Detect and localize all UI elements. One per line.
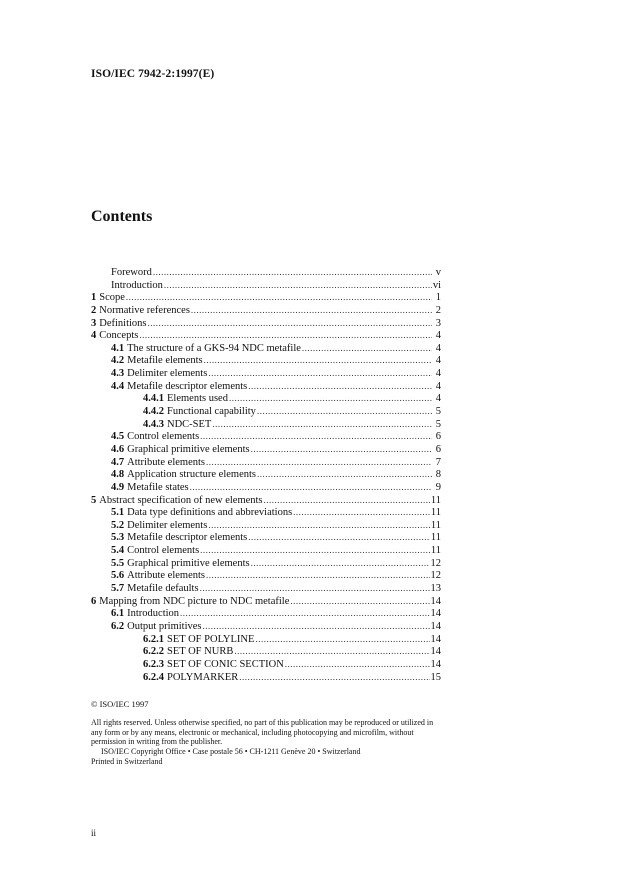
toc-entry <box>91 494 441 507</box>
toc-entry <box>91 266 441 279</box>
toc-entry-page: 7 <box>435 456 441 468</box>
toc-entry-label <box>111 355 203 368</box>
toc-entry-page: 11 <box>430 494 441 506</box>
toc-entry-number: 5.5 <box>111 557 125 569</box>
toc-entry-label <box>111 545 199 558</box>
toc-entry <box>91 279 441 292</box>
toc-entry-number: 4.4.3 <box>143 418 164 430</box>
toc-entry-label <box>111 482 189 495</box>
toc-entry-title: Delimiter elements <box>127 368 208 380</box>
toc-entry <box>91 645 441 658</box>
toc-entry-page: 11 <box>430 532 441 544</box>
toc-entry-page: 5 <box>435 406 441 418</box>
toc-entry-page: 4 <box>435 368 441 380</box>
toc-entry-label <box>91 292 125 305</box>
toc-entry-page: 8 <box>435 469 441 481</box>
toc-entry <box>91 317 441 330</box>
toc-entry-label <box>143 393 228 406</box>
toc-entry-title: Attribute elements <box>127 456 205 468</box>
toc-entry-title: Normative references <box>99 304 190 316</box>
toc-entry-page: 14 <box>430 633 441 645</box>
leader-dots <box>126 291 432 304</box>
toc-entry-number: 5.7 <box>111 583 125 595</box>
toc-entry-page: 4 <box>435 342 441 354</box>
toc-entry-page: 5 <box>435 418 441 430</box>
leader-dots <box>206 456 432 469</box>
toc-entry <box>91 468 441 481</box>
toc-entry-page: 11 <box>430 545 441 557</box>
toc-entry <box>91 329 441 342</box>
leader-dots <box>290 595 429 608</box>
toc-entry <box>91 430 441 443</box>
toc-entry-number: 4.8 <box>111 469 125 481</box>
toc-entry-label <box>91 495 263 508</box>
toc-entry-label <box>111 608 179 621</box>
toc-entry-label <box>91 318 147 331</box>
toc-entry-label <box>111 381 247 394</box>
toc-entry-label <box>111 570 205 583</box>
toc-entry-number: 4.9 <box>111 481 125 493</box>
toc-entry-number: 5.6 <box>111 570 125 582</box>
toc-entry-page: 2 <box>435 304 441 316</box>
toc-entry <box>91 519 441 532</box>
copyright-block <box>91 700 441 767</box>
toc-entry-number: 6.2 <box>111 620 125 632</box>
toc-entry-title: Metafile states <box>127 481 189 493</box>
leader-dots <box>293 506 430 519</box>
toc-entry-page: 6 <box>435 443 441 455</box>
toc-entry-title: Application structure elements <box>127 469 257 481</box>
toc-entry-title: Metafile defaults <box>127 583 199 595</box>
leader-dots <box>203 620 430 633</box>
toc-entry-number: 5.3 <box>111 532 125 544</box>
toc-entry-number: 4.6 <box>111 443 125 455</box>
toc-entry-label <box>111 583 199 596</box>
toc-entry <box>91 658 441 671</box>
toc-entry <box>91 342 441 355</box>
toc-entry-page: vi <box>432 279 441 291</box>
toc-entry-page: 4 <box>435 330 441 342</box>
toc-entry <box>91 291 441 304</box>
leader-dots <box>248 531 430 544</box>
toc-entry-title: SET OF NURB <box>167 646 234 658</box>
toc-entry-title: SET OF POLYLINE <box>167 633 255 645</box>
toc-entry-title: Concepts <box>99 330 139 342</box>
leader-dots <box>251 557 430 570</box>
toc-entry <box>91 418 441 431</box>
toc-entry <box>91 367 441 380</box>
toc-entry <box>91 481 441 494</box>
toc-entry-number: 6.2.4 <box>143 671 164 683</box>
toc-entry-title: Metafile descriptor elements <box>127 380 248 392</box>
toc-entry-title: Elements used <box>167 393 228 405</box>
toc-entry <box>91 456 441 469</box>
toc-entry-number: 4.1 <box>111 342 125 354</box>
leader-dots <box>200 582 430 595</box>
toc-entry-title: Graphical primitive elements <box>127 557 250 569</box>
leader-dots <box>148 317 433 330</box>
toc-entry-page: 14 <box>430 646 441 658</box>
toc-entry-page: 12 <box>430 557 441 569</box>
toc-entry <box>91 557 441 570</box>
toc-entry <box>91 354 441 367</box>
toc-entry-title: Definitions <box>99 317 147 329</box>
toc-entry-title: POLYMARKER <box>167 671 239 683</box>
table-of-contents <box>91 266 441 683</box>
leader-dots <box>208 519 430 532</box>
toc-entry-label <box>111 431 199 444</box>
toc-entry-title: Graphical primitive elements <box>127 443 250 455</box>
leader-dots <box>255 633 429 646</box>
toc-entry <box>91 595 441 608</box>
toc-entry-title: Delimiter elements <box>127 519 208 531</box>
toc-entry-page: 9 <box>435 481 441 493</box>
toc-entry-label <box>111 520 207 533</box>
leader-dots <box>190 481 432 494</box>
toc-entry-number: 4.7 <box>111 456 125 468</box>
toc-entry <box>91 607 441 620</box>
leader-dots <box>208 367 432 380</box>
leader-dots <box>200 430 432 443</box>
toc-entry-title: Metafile elements <box>127 355 203 367</box>
toc-entry-page: 13 <box>430 583 441 595</box>
leader-dots <box>164 279 432 292</box>
document-identifier: ISO/IEC 7942-2:1997(E) <box>91 68 215 80</box>
leader-dots <box>200 544 430 557</box>
toc-entry-title: Introduction <box>127 608 180 620</box>
toc-entry <box>91 531 441 544</box>
toc-entry-label <box>143 646 233 659</box>
toc-entry-title: Metafile descriptor elements <box>127 532 248 544</box>
toc-entry <box>91 405 441 418</box>
leader-dots <box>257 468 432 481</box>
toc-entry-label <box>111 621 202 634</box>
toc-entry-number: 4.4.2 <box>143 406 164 418</box>
copyright-notice: © ISO/IEC 1997 <box>91 699 149 709</box>
toc-entry-title: Output primitives <box>127 620 202 632</box>
toc-entry-title: Control elements <box>127 545 200 557</box>
toc-entry <box>91 569 441 582</box>
printed-in: Printed in Switzerland <box>91 756 163 766</box>
leader-dots <box>204 354 432 367</box>
toc-entry-page: 3 <box>435 317 441 329</box>
toc-entry-title: The structure of a GKS-94 NDC metafile <box>127 342 301 354</box>
toc-entry <box>91 633 441 646</box>
toc-entry <box>91 544 441 557</box>
toc-entry-page: 4 <box>435 393 441 405</box>
toc-entry-number: 6.2.3 <box>143 658 164 670</box>
toc-entry-page: 6 <box>435 431 441 443</box>
toc-entry-title: SET OF CONIC SECTION <box>167 658 284 670</box>
leader-dots <box>302 342 432 355</box>
toc-entry-label <box>91 330 138 343</box>
toc-entry-page: 15 <box>430 671 441 683</box>
toc-entry-page: 4 <box>435 380 441 392</box>
leader-dots <box>139 329 432 342</box>
toc-entry-page: 14 <box>430 608 441 620</box>
toc-entry <box>91 304 441 317</box>
leader-dots <box>212 418 432 431</box>
toc-entry-title: Introduction <box>111 279 163 291</box>
toc-entry-page: 14 <box>430 658 441 670</box>
toc-entry-number: 6 <box>91 595 97 607</box>
toc-entry-number: 5.4 <box>111 545 125 557</box>
toc-entry <box>91 392 441 405</box>
toc-entry-number: 4.3 <box>111 368 125 380</box>
toc-entry <box>91 620 441 633</box>
toc-entry-title: Functional capability <box>167 406 256 418</box>
leader-dots <box>153 266 432 279</box>
toc-entry-number: 2 <box>91 304 97 316</box>
toc-entry-page: 11 <box>430 507 441 519</box>
leader-dots <box>206 569 430 582</box>
toc-entry-label <box>111 457 205 470</box>
leader-dots <box>191 304 432 317</box>
toc-entry-page: v <box>435 267 441 278</box>
toc-entry-number: 5 <box>91 494 97 506</box>
toc-entry-number: 4.5 <box>111 431 125 443</box>
rights-statement: All rights reserved. Unless otherwise specified, no part of this publication may be reproduced or utilized in any form or by any means, electronic or mechanical, including photocopying and microfilm, without permission in writing from the publisher. <box>91 717 434 747</box>
toc-entry-title: Attribute elements <box>127 570 205 582</box>
toc-entry <box>91 380 441 393</box>
toc-entry <box>91 671 441 684</box>
toc-entry-title: Foreword <box>111 267 152 278</box>
leader-dots <box>234 645 429 658</box>
toc-entry-page: 4 <box>435 355 441 367</box>
page-title: Contents <box>91 208 153 225</box>
toc-entry <box>91 443 441 456</box>
toc-entry-number: 3 <box>91 317 97 329</box>
toc-entry-number: 6.1 <box>111 608 125 620</box>
toc-entry-title: Abstract specification of new elements <box>99 494 263 506</box>
toc-entry-page: 14 <box>430 620 441 632</box>
toc-entry-number: 5.1 <box>111 507 125 519</box>
toc-entry-label <box>111 368 207 381</box>
leader-dots <box>239 671 429 684</box>
leader-dots <box>248 380 432 393</box>
toc-entry-number: 6.2.1 <box>143 633 164 645</box>
toc-entry-number: 4 <box>91 330 97 342</box>
toc-entry-number: 4.4 <box>111 380 125 392</box>
toc-entry-page: 14 <box>430 595 441 607</box>
page-number: ii <box>91 828 97 838</box>
toc-entry-number: 4.4.1 <box>143 393 164 405</box>
toc-entry-title: Scope <box>99 292 125 304</box>
toc-entry-number: 4.2 <box>111 355 125 367</box>
leader-dots <box>285 658 430 671</box>
toc-entry-number: 1 <box>91 292 97 304</box>
toc-entry-page: 11 <box>430 519 441 531</box>
toc-entry-label <box>111 267 152 280</box>
toc-entry-label <box>143 672 238 685</box>
leader-dots <box>180 607 429 620</box>
leader-dots <box>264 494 430 507</box>
copyright-office: ISO/IEC Copyright Office • Case postale 56 • CH-1211 Genève 20 • Switzerland <box>101 747 361 757</box>
toc-entry-page: 12 <box>430 570 441 582</box>
leader-dots <box>257 405 432 418</box>
toc-entry-title: Mapping from NDC picture to NDC metafile <box>99 595 290 607</box>
toc-entry <box>91 582 441 595</box>
toc-entry-page: 1 <box>435 292 441 304</box>
toc-entry-number: 5.2 <box>111 519 125 531</box>
leader-dots <box>229 392 432 405</box>
toc-entry-title: Control elements <box>127 431 200 443</box>
leader-dots <box>251 443 432 456</box>
toc-entry-title: Data type definitions and abbreviations <box>127 507 293 519</box>
toc-entry <box>91 506 441 519</box>
toc-entry-title: NDC-SET <box>167 418 212 430</box>
toc-entry-number: 6.2.2 <box>143 646 164 658</box>
